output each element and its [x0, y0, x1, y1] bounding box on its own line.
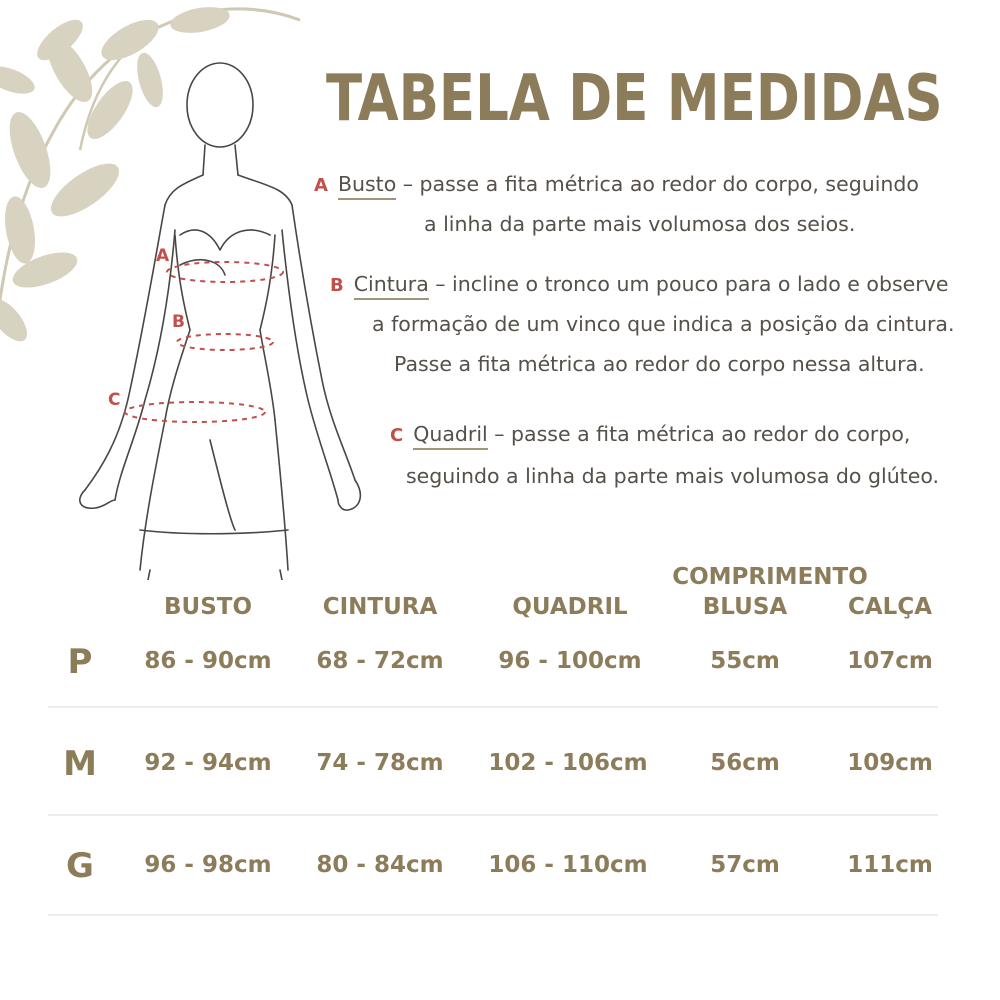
- cell-blusa: 55cm: [710, 648, 780, 674]
- instruction-c-line1: – passe a fita métrica ao redor do corpo,: [487, 422, 911, 446]
- row-divider: [48, 706, 938, 708]
- cell-calca: 111cm: [847, 852, 933, 878]
- term-quadril: Quadril: [413, 422, 488, 450]
- page-title: TABELA DE MEDIDAS: [326, 62, 943, 136]
- cell-quadril: 102 - 106cm: [488, 750, 648, 776]
- cell-calca: 107cm: [847, 648, 933, 674]
- cell-cintura: 80 - 84cm: [316, 852, 444, 878]
- instruction-a-line1: – passe a fita métrica ao redor do corpo, seguindo: [396, 172, 919, 196]
- instruction-a-line2: a linha da parte mais volumosa dos seios.: [424, 212, 856, 236]
- marker-b: B: [330, 275, 344, 296]
- cell-calca: 109cm: [847, 750, 933, 776]
- header-quadril: QUADRIL: [512, 594, 628, 620]
- term-cintura: Cintura: [354, 272, 429, 300]
- cell-blusa: 57cm: [710, 852, 780, 878]
- marker-a: A: [314, 175, 328, 196]
- cell-busto: 86 - 90cm: [144, 648, 272, 674]
- header-cintura: CINTURA: [322, 594, 438, 620]
- cell-cintura: 74 - 78cm: [316, 750, 444, 776]
- instruction-b-line2: a formação de um vinco que indica a posição da cintura.: [372, 312, 955, 336]
- header-comprimento: COMPRIMENTO: [672, 564, 868, 590]
- instruction-b-line1: – incline o tronco um pouco para o lado e observe: [428, 272, 949, 296]
- instruction-c-line2: seguindo a linha da parte mais volumosa do glúteo.: [406, 464, 940, 488]
- cell-busto: 92 - 94cm: [144, 750, 272, 776]
- cell-cintura: 68 - 72cm: [316, 648, 444, 674]
- size-label: M: [63, 744, 97, 784]
- header-blusa: BLUSA: [702, 594, 788, 620]
- instruction-b-line3: Passe a fita métrica ao redor do corpo nessa altura.: [394, 352, 925, 376]
- cell-quadril: 96 - 100cm: [498, 648, 642, 674]
- term-busto: Busto: [338, 172, 396, 200]
- cell-busto: 96 - 98cm: [144, 852, 272, 878]
- cell-quadril: 106 - 110cm: [488, 852, 648, 878]
- size-label: G: [66, 846, 94, 886]
- figure-label-a: A: [156, 246, 170, 266]
- figure-label-b: B: [172, 312, 185, 332]
- header-busto: BUSTO: [163, 594, 252, 620]
- row-divider: [48, 914, 938, 916]
- row-divider: [48, 814, 938, 816]
- size-label: P: [67, 642, 93, 682]
- cell-blusa: 56cm: [710, 750, 780, 776]
- marker-c: C: [390, 425, 404, 446]
- body-figure-illustration: [60, 60, 380, 580]
- figure-label-c: C: [108, 390, 121, 410]
- header-calca: CALÇA: [847, 594, 932, 620]
